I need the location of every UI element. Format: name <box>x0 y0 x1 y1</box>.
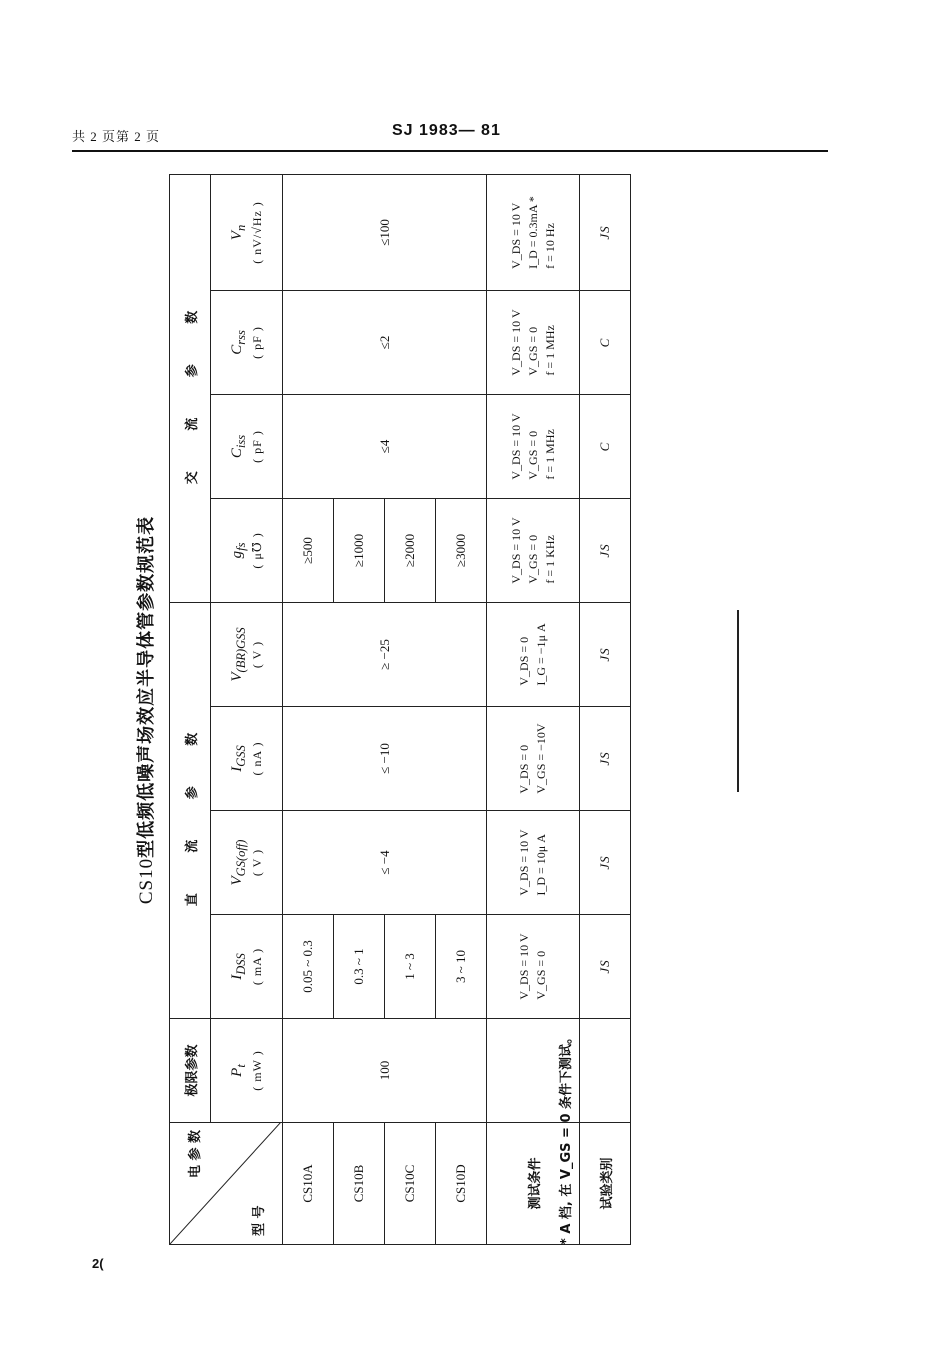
standard-number: SJ 1983— 81 <box>392 122 501 139</box>
idss-b: 0.3 ~ 1 <box>334 915 385 1019</box>
igss-value: ≤ −10 <box>283 707 487 811</box>
title-text: 型低频低噪声场效应半导体管参数规范表 <box>136 515 157 858</box>
pt-value: 100 <box>283 1019 487 1123</box>
vgsoff-value: ≤ −4 <box>283 811 487 915</box>
test-gfs: JS <box>580 498 631 602</box>
rotated-table-panel <box>125 175 615 1245</box>
param-idss: $I_{DSS}$ ( mA ) <box>211 915 283 1019</box>
vbrgss-value: ≥ −25 <box>283 602 487 706</box>
idss-a: 0.05 ~ 0.3 <box>283 915 334 1019</box>
gfs-d: ≥3000 <box>436 498 487 602</box>
param-gfs: $g_{fs}$ ( μ℧ ) <box>211 498 283 602</box>
param-vn: $V_n$ ( nV/√Hz ) <box>211 174 283 290</box>
table-title <box>125 175 169 1245</box>
test-ciss: C <box>580 394 631 498</box>
corner-param-label: 电 参 数 <box>188 1129 203 1178</box>
cond-ciss: V_DS = 10 V V_GS = 0 f = 1 MHz <box>487 394 580 498</box>
cond-label: 测试条件 <box>487 1123 580 1245</box>
model-cs10d: CS10D <box>436 1123 487 1245</box>
cond-igss: V_DS = 0 V_GS = −10V <box>487 707 580 811</box>
cond-crss: V_DS = 10 V V_GS = 0 f = 1 MHz <box>487 290 580 394</box>
test-igss: JS <box>580 707 631 811</box>
param-igss: $I_{GSS}$ ( nA ) <box>211 707 283 811</box>
param-crss: $C_{rss}$ ( pF ) <box>211 290 283 394</box>
idss-c: 1 ~ 3 <box>385 915 436 1019</box>
corner-model-label: 型 号 <box>252 1205 267 1236</box>
footnote: * A 档, 在 V_GS = 0 条件下测试。 <box>559 1030 574 1245</box>
vn-value: ≤100 <box>283 174 487 290</box>
crss-value: ≤2 <box>283 290 487 394</box>
model-cs10b: CS10B <box>334 1123 385 1245</box>
gfs-c: ≥2000 <box>385 498 436 602</box>
test-vbrgss: JS <box>580 602 631 706</box>
page-count: 共 2 页第 2 页 <box>72 129 161 144</box>
param-vgsoff: $V_{GS(off)}$ ( V ) <box>211 811 283 915</box>
param-ciss: $C_{iss}$ ( pF ) <box>211 394 283 498</box>
page-number: 2( <box>92 1256 104 1271</box>
param-pt: $P_t$ ( mW ) <box>211 1019 283 1123</box>
model-cs10a: CS10A <box>283 1123 334 1245</box>
group-ac: 交 流 参 数 <box>170 174 211 602</box>
margin-mark <box>737 610 739 792</box>
param-vbrgss: $V_{(BR)GSS}$ ( V ) <box>211 602 283 706</box>
cond-idss: V_DS = 10 V V_GS = 0 <box>487 915 580 1019</box>
corner-cell <box>170 1123 283 1245</box>
test-label: 试验类别 <box>580 1123 631 1245</box>
gfs-a: ≥500 <box>283 498 334 602</box>
test-pt <box>580 1019 631 1123</box>
idss-d: 3 ~ 10 <box>436 915 487 1019</box>
title-model: CS10 <box>136 857 157 905</box>
test-crss: C <box>580 290 631 394</box>
group-limit: 极限参数 <box>170 1019 211 1123</box>
model-cs10c: CS10C <box>385 1123 436 1245</box>
test-vgsoff: JS <box>580 811 631 915</box>
cond-gfs: V_DS = 10 V V_GS = 0 f = 1 KHz <box>487 498 580 602</box>
gfs-b: ≥1000 <box>334 498 385 602</box>
ciss-value: ≤4 <box>283 394 487 498</box>
test-idss: JS <box>580 915 631 1019</box>
cond-vbrgss: V_DS = 0 I_G = −1μ A <box>487 602 580 706</box>
group-dc: 直 流 参 数 <box>170 602 211 1018</box>
header-rule <box>72 150 828 152</box>
test-vn: JS <box>580 174 631 290</box>
cond-vn: V_DS = 10 V I_D = 0.3mA * f = 10 Hz <box>487 174 580 290</box>
cond-vgsoff: V_DS = 10 V I_D = 10μ A <box>487 811 580 915</box>
